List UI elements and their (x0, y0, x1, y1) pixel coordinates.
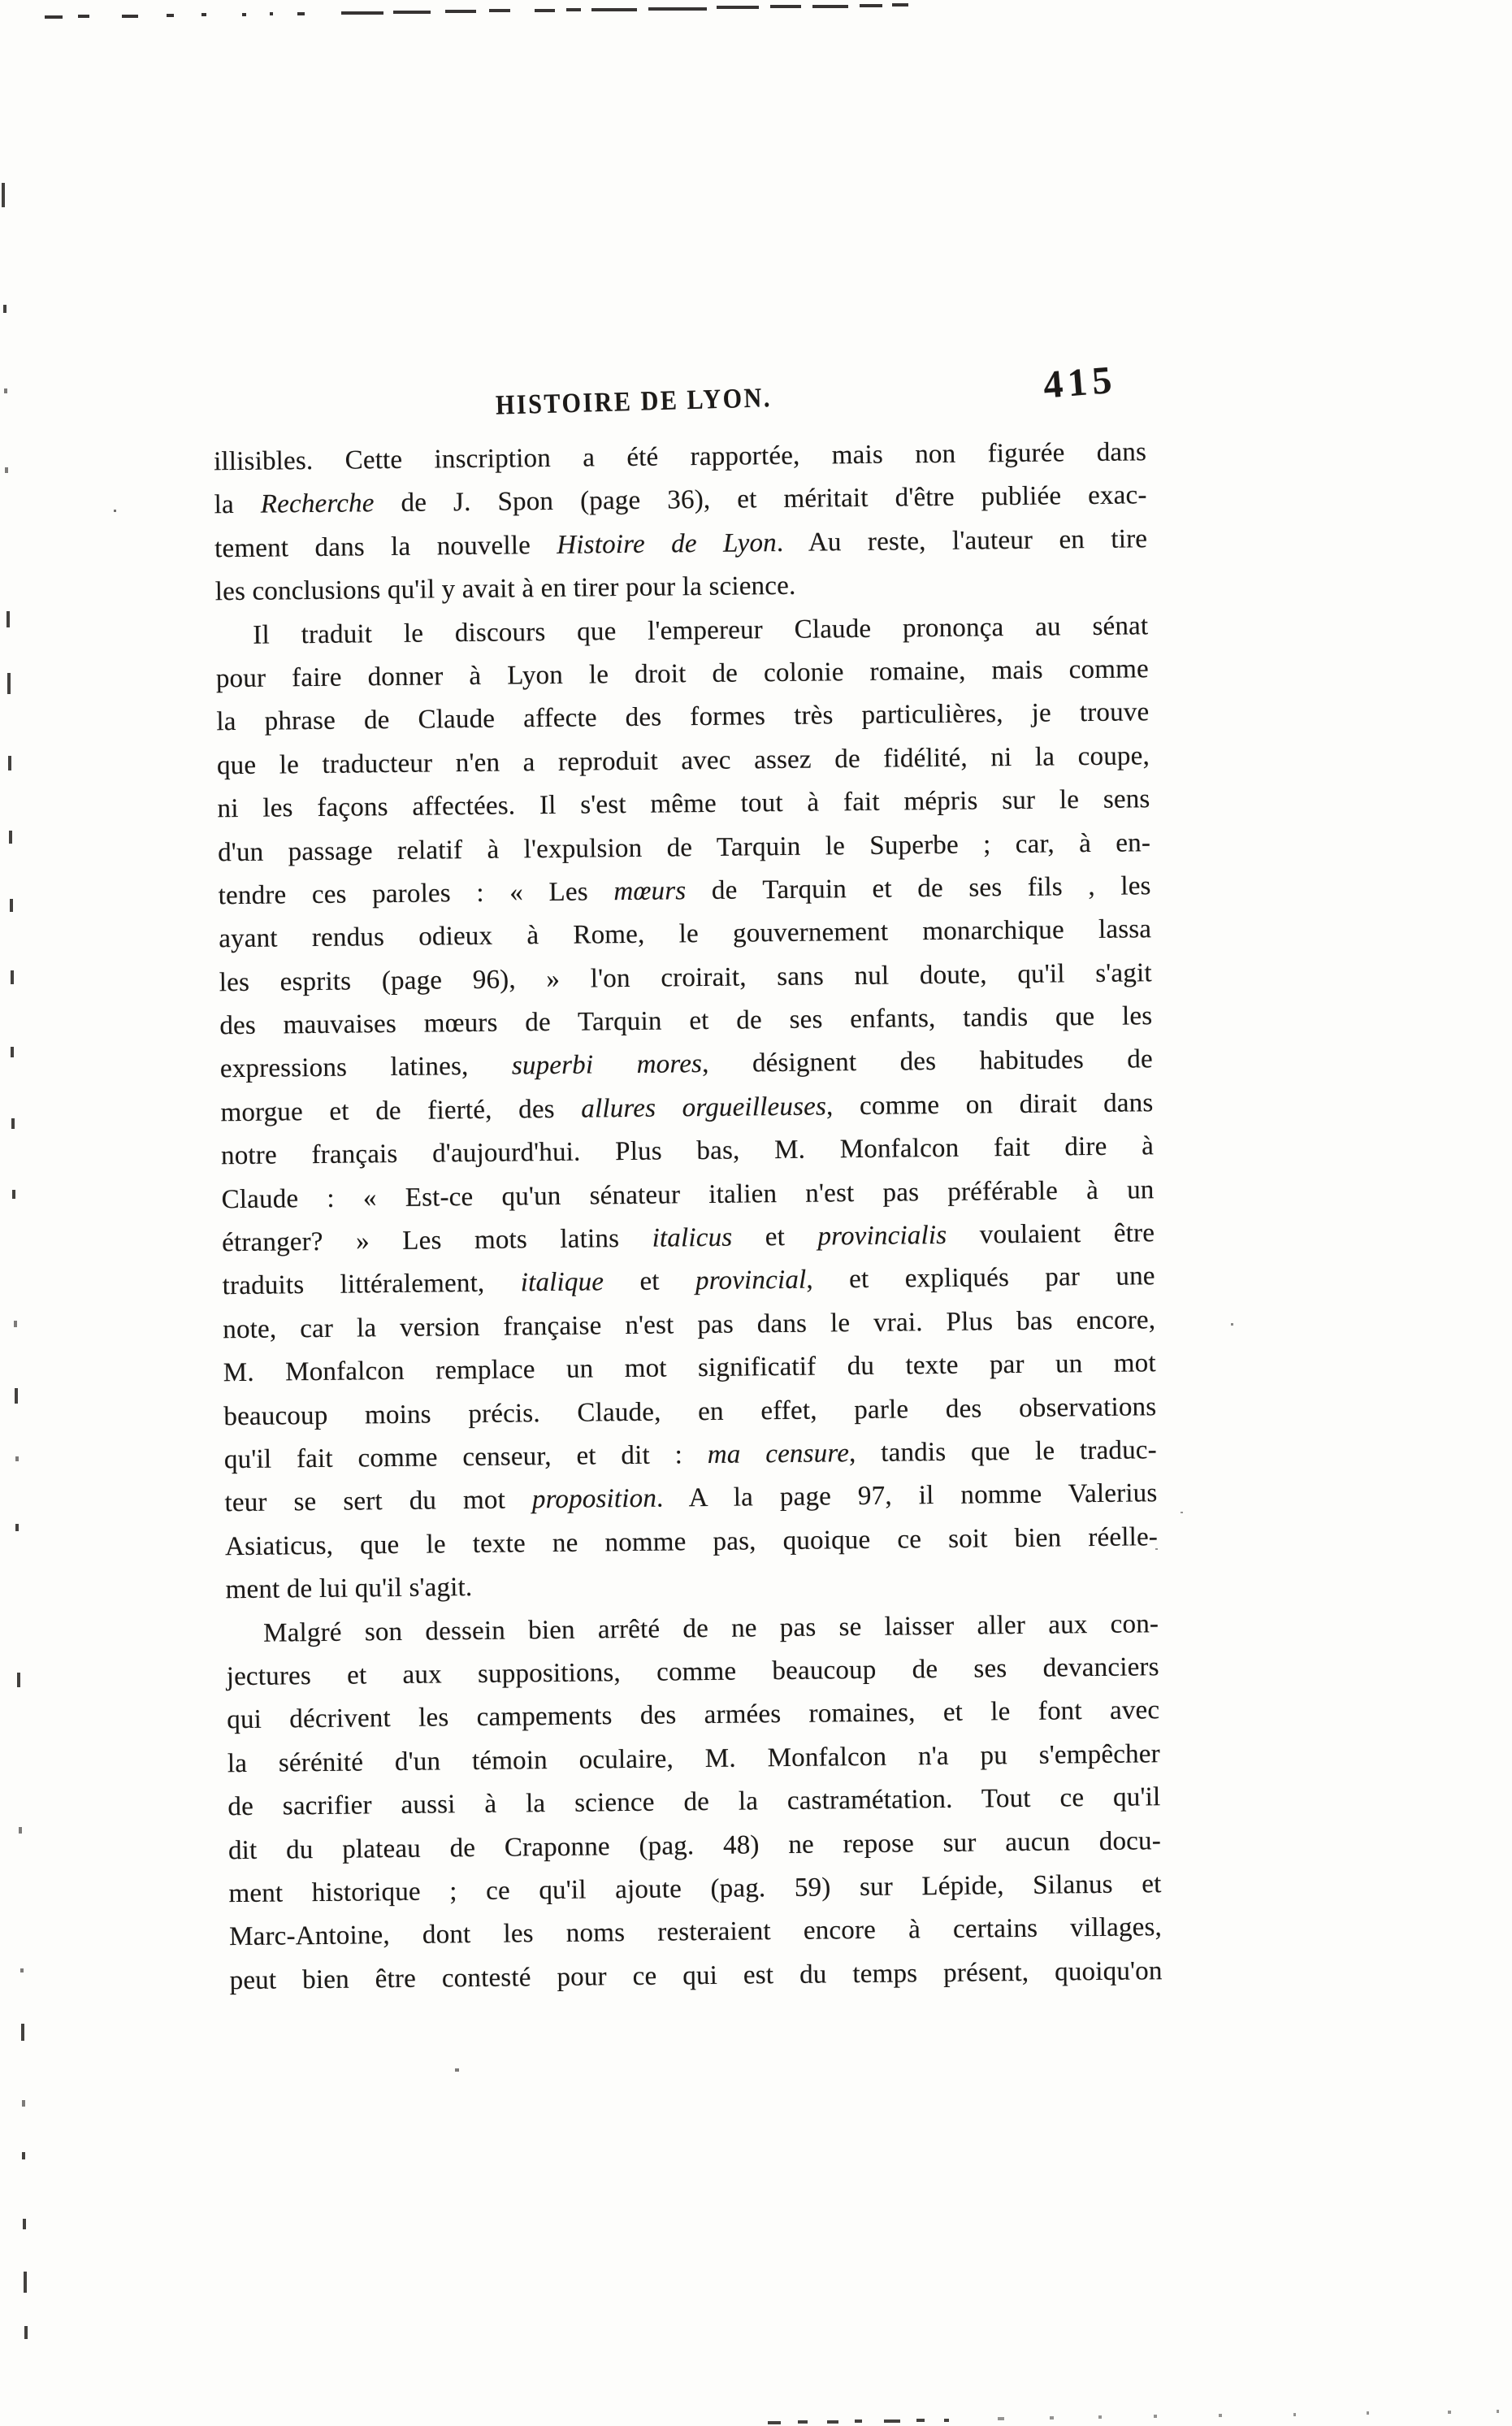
italic-text: mœurs (613, 876, 687, 907)
text-segment: et (603, 1266, 696, 1297)
italic-text: Histoire de Lyon (557, 527, 778, 560)
bottom-edge-dash (884, 2419, 900, 2423)
paragraph (226, 1603, 1163, 2003)
bottom-edge-dash (1219, 2414, 1222, 2417)
text-segment: la (214, 490, 262, 520)
bottom-edge-dash (916, 2419, 925, 2422)
italic-text: provincial (695, 1265, 807, 1296)
text-segment: traduits littéralement, (222, 1268, 521, 1301)
text-segment: des mauvaises mœurs de Tarquin et de ses enfants, tandis que les (219, 1001, 1153, 1041)
bottom-edge-dash (1448, 2411, 1451, 2414)
text-segment: tendre ces paroles : « Les (218, 877, 614, 911)
text-segment: . A la page 97, il nomme Valerius (656, 1478, 1158, 1514)
italic-text: provincialis (817, 1220, 947, 1252)
text-body (214, 431, 1163, 2003)
italic-text: proposition (531, 1484, 657, 1515)
bottom-edge-dash (1050, 2416, 1054, 2419)
text-segment: Asiaticus, que le texte ne nomme pas, quoique ce soit bien réelle- (224, 1521, 1159, 1561)
bottom-edge-dash (1367, 2411, 1369, 2415)
text-segment: qui décrivent les campements des armées romaines, et le font avec (227, 1695, 1160, 1735)
italic-text: ma censure (707, 1439, 850, 1469)
page-number: 415 (1042, 358, 1119, 407)
text-segment: expressions latines, (219, 1051, 513, 1084)
italic-text: superbi mores (511, 1049, 703, 1081)
text-segment: ayant rendus odieux à Rome, le gouvernement monarchique lassa (219, 914, 1152, 954)
text-segment: , désignent des habitudes de (701, 1044, 1154, 1079)
bottom-edge-dash (827, 2420, 838, 2424)
italic-text: italique (520, 1267, 604, 1298)
text-segment: peut bien être contesté pour ce qui est du temps présent, quoiqu'on (229, 1955, 1163, 1995)
text-segment: d'un passage relatif à l'expulsion de Tarquin le Superbe ; car, à en- (217, 827, 1151, 867)
text-segment: qu'il fait comme censeur, et dit : (223, 1439, 708, 1475)
bottom-edge-dash (1154, 2415, 1157, 2418)
paragraph (215, 605, 1159, 1612)
text-segment: , et expliqués par une (806, 1261, 1155, 1295)
text-segment: étranger? » Les mots latins (221, 1223, 652, 1258)
text-segment: et (732, 1222, 818, 1252)
text-segment: , comme on dirait dans (825, 1088, 1154, 1122)
text-segment: Marc-Antoine, dont les noms resteraient encore à certains villages, (228, 1912, 1163, 1952)
header-title: HISTOIRE DE LYON. (495, 383, 773, 421)
text-segment: . Au reste, l'auteur en tire (776, 524, 1148, 558)
text-segment: notre français d'aujourd'hui. Plus bas, M. Monfalcon fait dire à (220, 1131, 1155, 1171)
bottom-edge-dash (1293, 2413, 1296, 2416)
text-segment: ni les façons affectées. Il s'est même tout à fait mépris sur le sens (217, 784, 1150, 824)
bottom-edge-dash (798, 2420, 808, 2424)
text-segment: beaucoup moins précis. Claude, en effet, parle des observations (223, 1391, 1157, 1431)
text-segment: Il traduit le discours que l'empereur Claude prononça au sénat (253, 610, 1149, 650)
text-segment: Claude : « Est-ce qu'un sénateur italien n'est pas préférable à un (221, 1174, 1155, 1214)
text-segment: teur se sert du mot (224, 1485, 533, 1518)
text-segment: , tandis que le traduc- (848, 1435, 1158, 1469)
text-segment: voulaient être (947, 1218, 1155, 1250)
bottom-edge-dash (998, 2417, 1004, 2420)
italic-text: italicus (652, 1222, 733, 1253)
text-segment: les conclusions qu'il y avait à en tirer pour la science. (214, 571, 796, 607)
text-segment: pour faire donner à Lyon le droit de colonie romaine, mais comme (215, 654, 1150, 694)
text-segment: jectures et aux suppositions, comme beaucoup de ses devanciers (226, 1652, 1159, 1692)
bottom-edge-dash (855, 2419, 862, 2423)
text-segment: illisibles. Cette inscription a été rapportée, mais non figurée dans (213, 437, 1147, 477)
text-segment: la sérénité d'un témoin oculaire, M. Monfalcon n'a pu s'empêcher (227, 1738, 1160, 1778)
text-line (229, 1950, 1162, 2003)
text-segment: tement dans la nouvelle (214, 530, 557, 564)
text-segment: de Tarquin et de ses fils , les (686, 871, 1151, 906)
text-segment: ment historique ; ce qu'il ajoute (pag. 59) sur Lépide, Silanus et (228, 1869, 1162, 1909)
paragraph (214, 431, 1148, 614)
bottom-edge-dash (944, 2419, 949, 2422)
bottom-edge-dash (1098, 2415, 1102, 2419)
italic-text: allures orgueilleuses (581, 1091, 827, 1124)
text-segment: morgue et de fierté, des (220, 1094, 582, 1128)
text-segment: les esprits (page 96), » l'on croirait, sans nul doute, qu'il s'agit (219, 957, 1152, 997)
text-segment: de J. Spon (page 36), et méritait d'être publiée exac- (374, 480, 1147, 519)
text-segment: ment de lui qu'il s'agit. (225, 1573, 473, 1605)
text-segment: note, car la version française n'est pas dans le vrai. Plus bas encore, (223, 1305, 1156, 1345)
text-segment: Malgré son dessein bien arrêté de ne pas se laisser aller aux con- (262, 1608, 1159, 1648)
text-segment: M. Monfalcon remplace un mot significatif du texte par un mot (223, 1348, 1156, 1388)
text-segment: la phrase de Claude affecte des formes très particulières, je trouve (216, 697, 1150, 737)
text-segment: dit du plateau de Craponne (pag. 48) ne repose sur aucun docu- (227, 1825, 1162, 1865)
text-segment: de sacrifier aussi à la science de la castramétation. Tout ce qu'il (227, 1782, 1161, 1822)
bottom-edge-dash (768, 2421, 781, 2424)
text-segment: que le traducteur n'en a reproduit avec assez de fidélité, ni la coupe, (216, 740, 1150, 780)
italic-text: Recherche (260, 488, 375, 520)
